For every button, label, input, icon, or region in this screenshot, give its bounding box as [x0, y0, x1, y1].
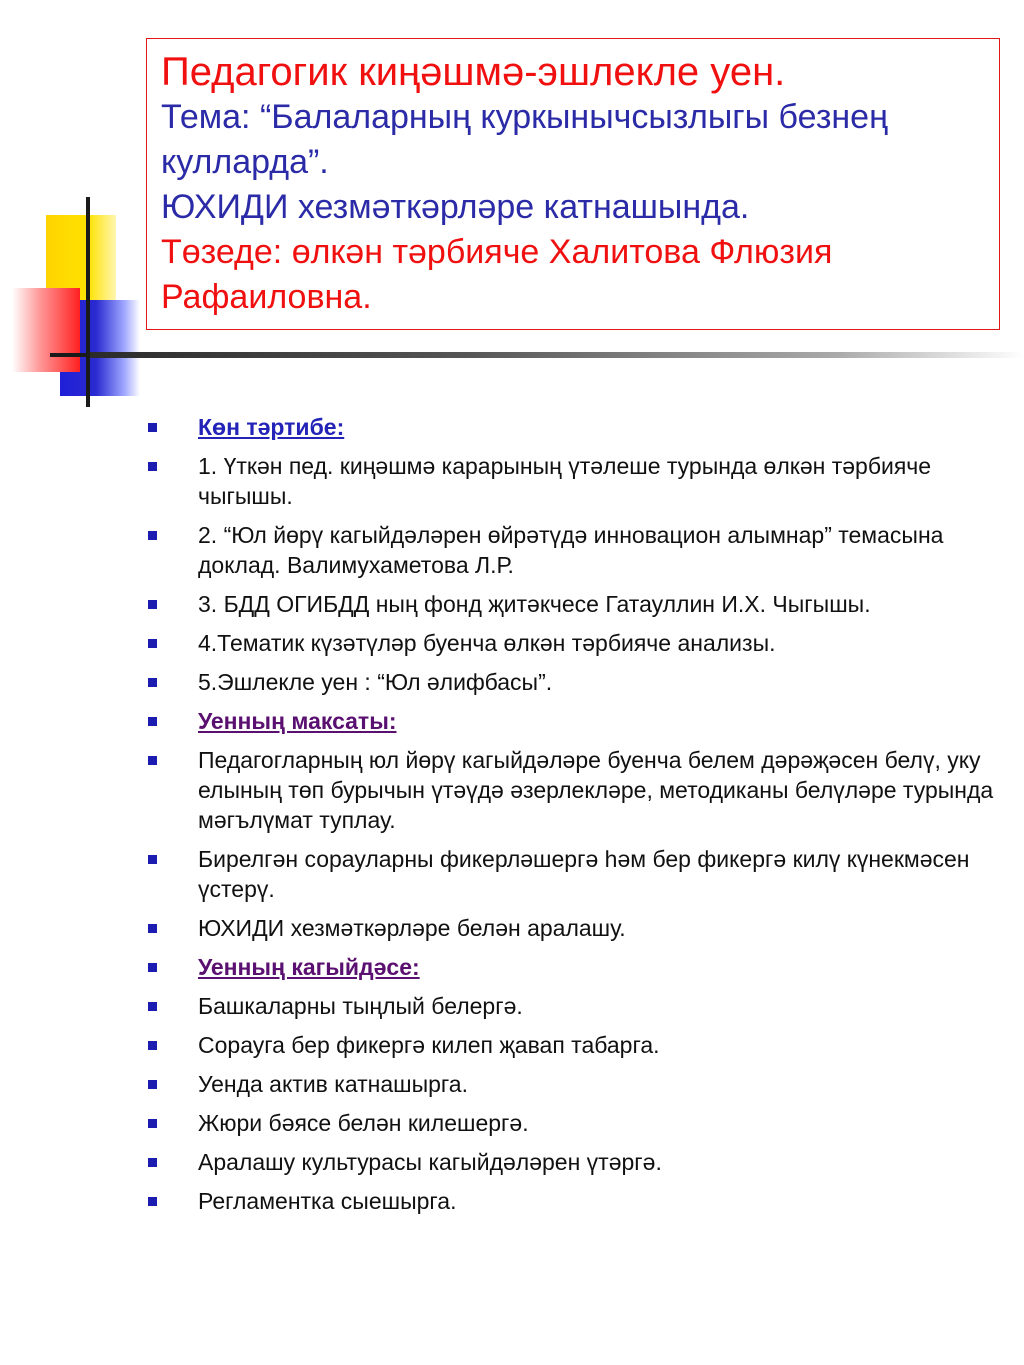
list-item: [146, 844, 996, 904]
bullet-square-icon: [148, 855, 157, 864]
list-item: [146, 1030, 996, 1060]
list-item: [146, 991, 996, 1021]
red-block: [12, 288, 80, 372]
list-item-text: Башкаларны тыңлый белергә.: [198, 993, 523, 1019]
horizontal-rule: [90, 352, 1024, 358]
list-item: [146, 1186, 996, 1216]
list-item-text: Бирелгән сорауларны фикерләшергә һәм бер фикергә килү күнекмәсен үстерү.: [198, 846, 970, 902]
bullet-square-icon: [148, 1041, 157, 1050]
section-heading: Уенның кагыйдәсе:: [198, 954, 420, 980]
list-item-text: Педагогларның юл йөрү кагыйдәләре буенча белем дәрәҗәсен белү, уку елының төп бурычын үтәүдә әзерлекләре, методиканы белүләре турында мәгълүмат туплау.: [198, 747, 994, 833]
list-item: [146, 952, 996, 982]
list-item-text: Регламентка сыешырга.: [198, 1188, 457, 1214]
section-heading: Уенның максаты:: [198, 708, 397, 734]
bullet-square-icon: [148, 639, 157, 648]
list-item: [146, 913, 996, 943]
bullet-square-icon: [148, 462, 157, 471]
section-heading: Көн тәртибе:: [198, 414, 345, 440]
bullet-square-icon: [148, 924, 157, 933]
list-item-text: ЮХИДИ хезмәткәрләре белән аралашу.: [198, 915, 626, 941]
bullet-square-icon: [148, 531, 157, 540]
bullet-square-icon: [148, 1002, 157, 1011]
bullet-square-icon: [148, 423, 157, 432]
bullet-square-icon: [148, 678, 157, 687]
theme-line-cont: кулларда”.: [161, 143, 329, 181]
title-box: [146, 38, 1000, 330]
bullet-square-icon: [148, 1197, 157, 1206]
list-item: [146, 1069, 996, 1099]
vertical-rule: [86, 197, 90, 407]
list-item: [146, 745, 996, 835]
list-item-text: Аралашу культурасы кагыйдәләрен үтәргә.: [198, 1149, 662, 1175]
list-item: [146, 412, 996, 442]
list-item: [146, 589, 996, 619]
list-item: [146, 667, 996, 697]
list-item: [146, 628, 996, 658]
bullet-square-icon: [148, 717, 157, 726]
list-item-text: Сорауга бер фикергә килеп җавап табарга.: [198, 1032, 660, 1058]
list-item-text: 3. БДД ОГИБДД ның фонд җитәкчесе Гатауллин И.Х. Чыгышы.: [198, 591, 871, 617]
list-item: [146, 1147, 996, 1177]
list-item: [146, 1108, 996, 1138]
theme-line: Тема: “Балаларның куркынычсызлыгы безнең: [161, 98, 888, 136]
list-item-text: 4.Тематик күзәтүләр буенча өлкән тәрбияче анализы.: [198, 630, 776, 656]
bullet-square-icon: [148, 1158, 157, 1167]
list-item-text: 1. Үткән пед. киңәшмә карарының үтәлеше турында өлкән тәрбияче чыгышы.: [198, 453, 932, 509]
slide-title: Педагогик киңәшмә-эшлекле уен.: [161, 50, 786, 94]
bullet-square-icon: [148, 756, 157, 765]
list-item-text: Уенда актив катнашырга.: [198, 1071, 468, 1097]
bullet-square-icon: [148, 600, 157, 609]
agenda-list: [146, 412, 996, 1225]
list-item: [146, 451, 996, 511]
list-item: [146, 706, 996, 736]
bullet-square-icon: [148, 1119, 157, 1128]
bullet-square-icon: [148, 963, 157, 972]
author-line: Төзеде: өлкән тәрбияче Халитова Флюзия: [161, 233, 833, 271]
bullet-square-icon: [148, 1080, 157, 1089]
list-item: [146, 520, 996, 580]
list-item-text: 5.Эшлекле уен : “Юл әлифбасы”.: [198, 669, 553, 695]
participants-line: ЮХИДИ хезмәткәрләре катнашында.: [161, 188, 750, 226]
author-line-cont: Рафаиловна.: [161, 278, 372, 316]
list-item-text: Жюри бәясе белән килешергә.: [198, 1110, 529, 1136]
list-item-text: 2. “Юл йөрү кагыйдәләрен өйрәтүдә инновацион алымнар” темасына доклад. Валимухаметова Л.Р.: [198, 522, 944, 578]
